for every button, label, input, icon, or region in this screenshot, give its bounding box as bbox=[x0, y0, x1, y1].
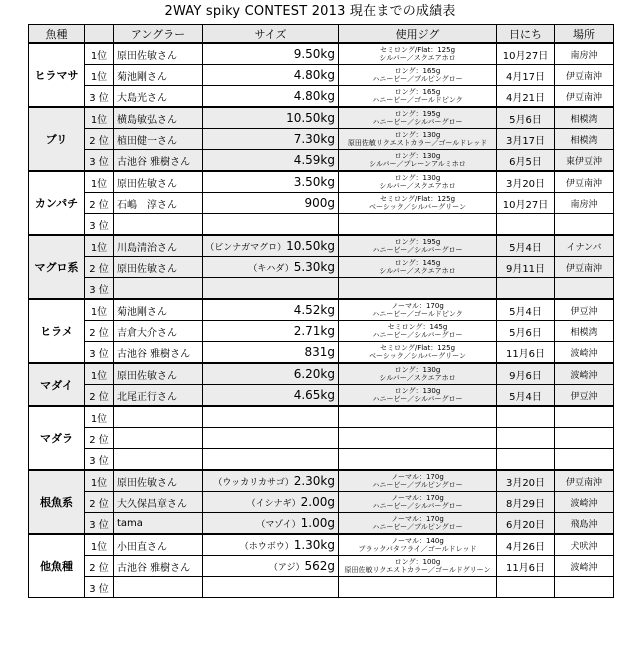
place-cell bbox=[555, 428, 614, 449]
date-cell: 4月26日 bbox=[497, 534, 555, 556]
angler-cell: 原田佐敏さん bbox=[114, 171, 203, 193]
size-cell bbox=[203, 556, 339, 577]
size-value: 2.00g bbox=[300, 495, 335, 509]
jig-color: ベーシック／シルバーグリーン bbox=[369, 203, 466, 211]
fish-species: ブリ bbox=[29, 107, 85, 171]
size-cell bbox=[203, 278, 339, 300]
table-row bbox=[29, 65, 614, 86]
size-value: 4.65kg bbox=[293, 388, 335, 402]
angler-cell: 原田佐敏さん bbox=[114, 257, 203, 278]
table-row bbox=[29, 449, 614, 471]
date-cell: 6月5日 bbox=[497, 150, 555, 172]
jig-color: ハニービー／ゴールドピンク bbox=[372, 96, 463, 104]
jig-cell bbox=[339, 214, 497, 236]
size-cell bbox=[203, 470, 339, 492]
size-cell bbox=[203, 385, 339, 407]
jig-cell bbox=[339, 449, 497, 471]
table-row bbox=[29, 428, 614, 449]
place-cell: 波崎沖 bbox=[555, 363, 614, 385]
fish-species: ヒラメ bbox=[29, 299, 85, 363]
jig-color: シルバー／スクエアホロ bbox=[379, 54, 456, 62]
place-cell bbox=[555, 449, 614, 471]
table-row bbox=[29, 214, 614, 236]
jig-color: シルバー／スクエアホロ bbox=[379, 267, 456, 275]
date-cell: 5月6日 bbox=[497, 321, 555, 342]
rank-cell: 2 位 bbox=[85, 492, 114, 513]
table-row bbox=[29, 492, 614, 513]
size-cell bbox=[203, 214, 339, 236]
jig-color: ハニービー／ブルピングロー bbox=[372, 481, 463, 489]
size-cell bbox=[203, 193, 339, 214]
jig-cell bbox=[339, 257, 497, 278]
date-cell bbox=[497, 278, 555, 300]
table-row bbox=[29, 363, 614, 385]
place-cell: 犬吠沖 bbox=[555, 534, 614, 556]
table-row bbox=[29, 43, 614, 65]
jig-model: セミロング：145g bbox=[387, 323, 448, 331]
results-body bbox=[29, 43, 614, 598]
size-value: 10.50kg bbox=[286, 239, 335, 253]
jig-color: 原田佐敏リクエストカラー／ゴールドレッド bbox=[347, 139, 488, 147]
jig-color: ハニービー／ブルピングロー bbox=[372, 523, 463, 531]
angler-cell bbox=[114, 428, 203, 449]
date-cell: 3月20日 bbox=[497, 470, 555, 492]
size-value: 9.50kg bbox=[293, 47, 335, 61]
header-date: 日にち bbox=[497, 25, 555, 44]
species-note: （イシナギ） bbox=[246, 499, 301, 509]
angler-cell bbox=[114, 577, 203, 598]
size-cell bbox=[203, 363, 339, 385]
jig-color: 原田佐敏リクエストカラー／ゴールドグリーン bbox=[344, 566, 491, 574]
table-row bbox=[29, 86, 614, 108]
rank-cell: 1位 bbox=[85, 470, 114, 492]
place-cell: 伊豆沖 bbox=[555, 385, 614, 407]
header-fish: 魚種 bbox=[29, 25, 85, 44]
jig-model: ノーマル：170g bbox=[391, 515, 444, 523]
size-cell bbox=[203, 577, 339, 598]
angler-cell: tama bbox=[114, 513, 203, 535]
table-row bbox=[29, 534, 614, 556]
size-cell bbox=[203, 150, 339, 172]
jig-model: ロング：195g bbox=[394, 238, 441, 246]
date-cell bbox=[497, 214, 555, 236]
place-cell: 相模湾 bbox=[555, 107, 614, 129]
size-value: 10.50kg bbox=[286, 111, 335, 125]
jig-color: ハニービー／シルバーグロー bbox=[372, 331, 463, 339]
header-row bbox=[29, 25, 614, 44]
place-cell: 伊豆南沖 bbox=[555, 65, 614, 86]
jig-cell bbox=[339, 171, 497, 193]
jig-color: シルバー／プレーンアルミホロ bbox=[369, 160, 466, 168]
rank-cell: 3 位 bbox=[85, 278, 114, 300]
jig-cell bbox=[339, 193, 497, 214]
rank-cell: 3 位 bbox=[85, 449, 114, 471]
species-note: （ビンナガマグロ） bbox=[205, 243, 287, 253]
jig-model: ノーマル：170g bbox=[391, 494, 444, 502]
place-cell: 伊豆南沖 bbox=[555, 86, 614, 108]
jig-color: ベーシック／シルバーグリーン bbox=[369, 352, 466, 360]
species-note: （キハダ） bbox=[248, 264, 294, 274]
place-cell: 南房沖 bbox=[555, 193, 614, 214]
size-cell bbox=[203, 299, 339, 321]
jig-model: ロング：130g bbox=[394, 152, 441, 160]
jig-cell bbox=[339, 43, 497, 65]
size-cell bbox=[203, 449, 339, 471]
size-cell bbox=[203, 86, 339, 108]
jig-color: ブラックバタフライ／ゴールドレッド bbox=[358, 545, 477, 553]
place-cell: 伊豆南沖 bbox=[555, 171, 614, 193]
place-cell: 相模湾 bbox=[555, 129, 614, 150]
angler-cell: 小田直さん bbox=[114, 534, 203, 556]
size-value: 900g bbox=[304, 196, 335, 210]
date-cell: 8月29日 bbox=[497, 492, 555, 513]
table-row bbox=[29, 150, 614, 172]
jig-color: ハニービー／ゴールドピンク bbox=[372, 310, 463, 318]
jig-cell bbox=[339, 492, 497, 513]
table-row bbox=[29, 385, 614, 407]
size-value: 2.71kg bbox=[293, 324, 335, 338]
rank-cell: 1位 bbox=[85, 43, 114, 65]
table-row bbox=[29, 193, 614, 214]
place-cell bbox=[555, 214, 614, 236]
rank-cell: 1位 bbox=[85, 107, 114, 129]
rank-cell: 2 位 bbox=[85, 193, 114, 214]
jig-model: ロング：100g bbox=[394, 558, 441, 566]
jig-model: セミロング/Flat：125g bbox=[379, 344, 456, 352]
angler-cell: 横島敏弘さん bbox=[114, 107, 203, 129]
place-cell bbox=[555, 406, 614, 428]
date-cell: 10月27日 bbox=[497, 193, 555, 214]
place-cell: 伊豆南沖 bbox=[555, 470, 614, 492]
jig-cell bbox=[339, 107, 497, 129]
header-place: 場所 bbox=[555, 25, 614, 44]
place-cell: 波崎沖 bbox=[555, 342, 614, 364]
rank-cell: 1位 bbox=[85, 235, 114, 257]
date-cell: 4月21日 bbox=[497, 86, 555, 108]
date-cell bbox=[497, 577, 555, 598]
jig-cell bbox=[339, 556, 497, 577]
jig-cell bbox=[339, 406, 497, 428]
header-rank-blank bbox=[85, 25, 114, 44]
jig-model: ロング：130g bbox=[394, 366, 441, 374]
jig-cell bbox=[339, 342, 497, 364]
rank-cell: 2 位 bbox=[85, 385, 114, 407]
jig-color: ハニービー／シルバーグロー bbox=[372, 118, 463, 126]
size-cell bbox=[203, 321, 339, 342]
jig-cell bbox=[339, 65, 497, 86]
rank-cell: 1位 bbox=[85, 65, 114, 86]
size-value: 4.80kg bbox=[293, 68, 335, 82]
jig-cell bbox=[339, 470, 497, 492]
rank-cell: 3 位 bbox=[85, 214, 114, 236]
jig-cell bbox=[339, 385, 497, 407]
date-cell: 9月11日 bbox=[497, 257, 555, 278]
size-cell bbox=[203, 43, 339, 65]
rank-cell: 3 位 bbox=[85, 86, 114, 108]
size-cell bbox=[203, 513, 339, 535]
jig-cell bbox=[339, 86, 497, 108]
table-row bbox=[29, 107, 614, 129]
jig-model: ロング：195g bbox=[394, 110, 441, 118]
angler-cell: 北尾正行さん bbox=[114, 385, 203, 407]
table-row bbox=[29, 556, 614, 577]
size-cell bbox=[203, 129, 339, 150]
angler-cell: 石嶋 淳さん bbox=[114, 193, 203, 214]
place-cell: 波崎沖 bbox=[555, 492, 614, 513]
date-cell bbox=[497, 406, 555, 428]
size-cell bbox=[203, 406, 339, 428]
size-value: 1.00g bbox=[300, 516, 335, 530]
place-cell bbox=[555, 577, 614, 598]
date-cell: 5月6日 bbox=[497, 107, 555, 129]
table-row bbox=[29, 129, 614, 150]
header-size: サイズ bbox=[203, 25, 339, 44]
table-row bbox=[29, 577, 614, 598]
angler-cell: 古池谷 雅樹さん bbox=[114, 342, 203, 364]
date-cell: 9月6日 bbox=[497, 363, 555, 385]
species-note: （ホウボウ） bbox=[239, 542, 294, 552]
jig-model: ロング：165g bbox=[394, 67, 441, 75]
date-cell: 4月17日 bbox=[497, 65, 555, 86]
place-cell bbox=[555, 278, 614, 300]
size-value: 3.50kg bbox=[293, 175, 335, 189]
fish-species: マダラ bbox=[29, 406, 85, 470]
table-row bbox=[29, 513, 614, 535]
jig-model: セミロング/Flat：125g bbox=[379, 195, 456, 203]
header-jig: 使用ジグ bbox=[339, 25, 497, 44]
fish-species: ヒラマサ bbox=[29, 43, 85, 107]
size-value: 5.30kg bbox=[293, 260, 335, 274]
fish-species: カンパチ bbox=[29, 171, 85, 235]
place-cell: 相模湾 bbox=[555, 321, 614, 342]
jig-model: ロング：130g bbox=[394, 387, 441, 395]
rank-cell: 2 位 bbox=[85, 556, 114, 577]
place-cell: 伊豆南沖 bbox=[555, 257, 614, 278]
angler-cell: 原田佐敏さん bbox=[114, 363, 203, 385]
angler-cell: 植田健一さん bbox=[114, 129, 203, 150]
rank-cell: 2 位 bbox=[85, 257, 114, 278]
size-cell bbox=[203, 534, 339, 556]
size-cell bbox=[203, 107, 339, 129]
place-cell: 伊豆沖 bbox=[555, 299, 614, 321]
jig-model: ロング：145g bbox=[394, 259, 441, 267]
place-cell: 南房沖 bbox=[555, 43, 614, 65]
size-cell bbox=[203, 171, 339, 193]
rank-cell: 3 位 bbox=[85, 342, 114, 364]
date-cell: 3月17日 bbox=[497, 129, 555, 150]
size-value: 2.30kg bbox=[293, 474, 335, 488]
jig-color: ハニービー／シルバーグロー bbox=[372, 246, 463, 254]
jig-cell bbox=[339, 428, 497, 449]
jig-color: ハニービー／ブルピングロー bbox=[372, 75, 463, 83]
place-cell: 東伊豆沖 bbox=[555, 150, 614, 172]
date-cell: 5月4日 bbox=[497, 235, 555, 257]
rank-cell: 1位 bbox=[85, 363, 114, 385]
rank-cell: 1位 bbox=[85, 534, 114, 556]
date-cell: 11月6日 bbox=[497, 342, 555, 364]
size-value: 562g bbox=[304, 559, 335, 573]
jig-cell bbox=[339, 299, 497, 321]
page-title: 2WAY spiky CONTEST 2013 現在までの成績表 bbox=[164, 4, 456, 19]
size-cell bbox=[203, 492, 339, 513]
rank-cell: 2 位 bbox=[85, 129, 114, 150]
table-row bbox=[29, 321, 614, 342]
jig-model: ロング：130g bbox=[394, 131, 441, 139]
jig-cell bbox=[339, 278, 497, 300]
size-value: 1.30kg bbox=[293, 538, 335, 552]
place-cell: イナンバ bbox=[555, 235, 614, 257]
table-row bbox=[29, 406, 614, 428]
angler-cell: 古池谷 雅樹さん bbox=[114, 556, 203, 577]
date-cell: 5月4日 bbox=[497, 299, 555, 321]
angler-cell: 大島光さん bbox=[114, 86, 203, 108]
angler-cell: 原田佐敏さん bbox=[114, 43, 203, 65]
table-row bbox=[29, 470, 614, 492]
jig-cell bbox=[339, 150, 497, 172]
jig-model: ノーマル：170g bbox=[391, 302, 444, 310]
table-row bbox=[29, 171, 614, 193]
jig-model: セミロング/Flat：125g bbox=[379, 46, 456, 54]
fish-species: 他魚種 bbox=[29, 534, 85, 598]
jig-cell bbox=[339, 129, 497, 150]
angler-cell bbox=[114, 406, 203, 428]
angler-cell: 原田佐敏さん bbox=[114, 470, 203, 492]
jig-color: シルバー／スクエアホロ bbox=[379, 374, 456, 382]
jig-color: シルバー／スクエアホロ bbox=[379, 182, 456, 190]
rank-cell: 3 位 bbox=[85, 513, 114, 535]
species-note: （アジ） bbox=[268, 563, 305, 573]
jig-model: ノーマル：140g bbox=[391, 537, 444, 545]
angler-cell bbox=[114, 278, 203, 300]
date-cell: 5月4日 bbox=[497, 385, 555, 407]
rank-cell: 3 位 bbox=[85, 150, 114, 172]
date-cell: 3月20日 bbox=[497, 171, 555, 193]
rank-cell: 2 位 bbox=[85, 428, 114, 449]
jig-model: ロング：130g bbox=[394, 174, 441, 182]
results-table bbox=[28, 24, 614, 598]
angler-cell: 古池谷 雅樹さん bbox=[114, 150, 203, 172]
angler-cell bbox=[114, 214, 203, 236]
size-cell bbox=[203, 342, 339, 364]
angler-cell: 菊池剛さん bbox=[114, 65, 203, 86]
jig-model: ノーマル：170g bbox=[391, 473, 444, 481]
species-note: （マゾイ） bbox=[256, 520, 301, 530]
angler-cell: 吉倉大介さん bbox=[114, 321, 203, 342]
jig-cell bbox=[339, 321, 497, 342]
place-cell: 飛島沖 bbox=[555, 513, 614, 535]
rank-cell: 1位 bbox=[85, 406, 114, 428]
species-note: （ウッカリカサゴ） bbox=[213, 478, 294, 488]
rank-cell: 3 位 bbox=[85, 577, 114, 598]
fish-species: マグロ系 bbox=[29, 235, 85, 299]
table-row bbox=[29, 235, 614, 257]
place-cell: 波崎沖 bbox=[555, 556, 614, 577]
size-value: 7.30kg bbox=[293, 132, 335, 146]
size-value: 4.59kg bbox=[293, 153, 335, 167]
fish-species: マダイ bbox=[29, 363, 85, 406]
rank-cell: 1位 bbox=[85, 299, 114, 321]
jig-cell bbox=[339, 235, 497, 257]
date-cell: 11月6日 bbox=[497, 556, 555, 577]
angler-cell: 大久保昌章さん bbox=[114, 492, 203, 513]
size-value: 6.20kg bbox=[293, 367, 335, 381]
table-row bbox=[29, 299, 614, 321]
angler-cell: 川島清治さん bbox=[114, 235, 203, 257]
date-cell bbox=[497, 449, 555, 471]
angler-cell bbox=[114, 449, 203, 471]
jig-color: ハニービー／シルバーグロー bbox=[372, 395, 463, 403]
size-value: 4.80kg bbox=[293, 89, 335, 103]
jig-cell bbox=[339, 534, 497, 556]
date-cell bbox=[497, 428, 555, 449]
jig-cell bbox=[339, 363, 497, 385]
jig-cell bbox=[339, 513, 497, 535]
header-angler: アングラー bbox=[114, 25, 203, 44]
date-cell: 10月27日 bbox=[497, 43, 555, 65]
size-value: 831g bbox=[304, 345, 335, 359]
table-row bbox=[29, 342, 614, 364]
size-cell bbox=[203, 257, 339, 278]
rank-cell: 1位 bbox=[85, 171, 114, 193]
fish-species: 根魚系 bbox=[29, 470, 85, 534]
size-cell bbox=[203, 65, 339, 86]
angler-cell: 菊池剛さん bbox=[114, 299, 203, 321]
jig-model: ロング：165g bbox=[394, 88, 441, 96]
table-row bbox=[29, 257, 614, 278]
rank-cell: 2 位 bbox=[85, 321, 114, 342]
size-cell bbox=[203, 235, 339, 257]
size-cell bbox=[203, 428, 339, 449]
table-row bbox=[29, 278, 614, 300]
jig-color: ハニービー／シルバーグロー bbox=[372, 502, 463, 510]
jig-cell bbox=[339, 577, 497, 598]
size-value: 4.52kg bbox=[293, 303, 335, 317]
date-cell: 6月20日 bbox=[497, 513, 555, 535]
